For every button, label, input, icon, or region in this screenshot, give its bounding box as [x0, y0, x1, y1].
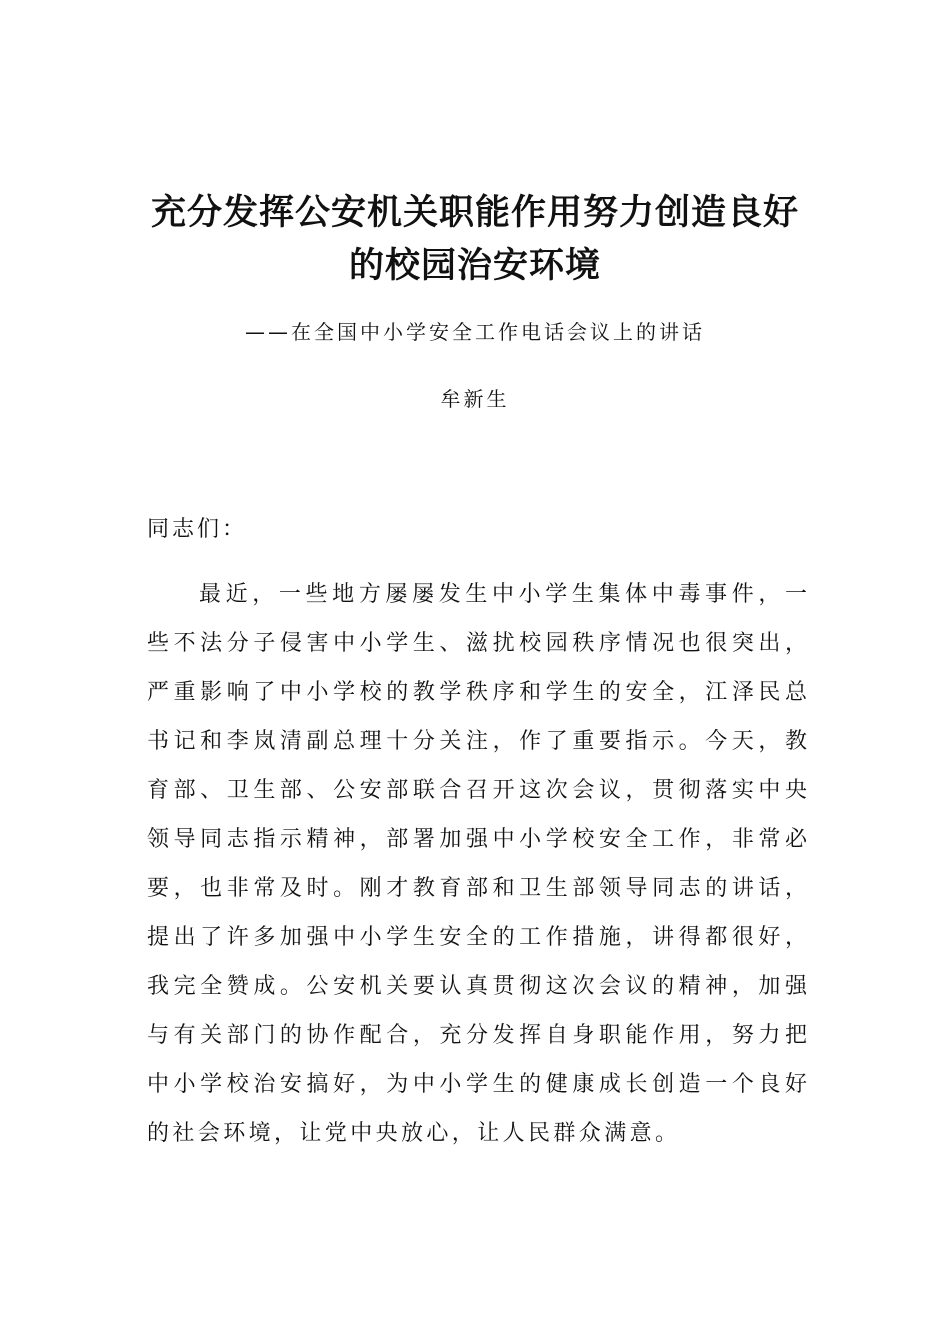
body-line: 严重影响了中小学校的教学秩序和学生的安全，江泽民总 — [147, 680, 807, 705]
body-line: 领导同志指示精神，部署加强中小学校安全工作，非常必 — [147, 827, 807, 852]
body-line: 的社会环境，让党中央放心，让人民群众满意。 — [147, 1121, 681, 1146]
body-line: 中小学校治安搞好，为中小学生的健康成长创造一个良好 — [147, 1072, 807, 1097]
salutation: 同志们： — [147, 517, 248, 542]
body-line: 提出了许多加强中小学生安全的工作措施，讲得都很好， — [147, 925, 807, 950]
document-subtitle: ——在全国中小学安全工作电话会议上的讲话 — [245, 320, 705, 344]
document-author: 牟新生 — [440, 387, 510, 411]
body-line: 要，也非常及时。刚才教育部和卫生部领导同志的讲话， — [147, 876, 807, 901]
body-line: 最近，一些地方屡屡发生中小学生集体中毒事件，一 — [199, 582, 807, 607]
document-title-line-2: 的校园治安环境 — [348, 245, 601, 286]
body-line: 我完全赞成。公安机关要认真贯彻这次会议的精神，加强 — [147, 974, 807, 999]
body-line: 书记和李岚清副总理十分关注，作了重要指示。今天，教 — [147, 729, 807, 754]
body-line: 育部、卫生部、公安部联合召开这次会议，贯彻落实中央 — [147, 778, 807, 803]
body-line: 些不法分子侵害中小学生、滋扰校园秩序情况也很突出， — [147, 631, 807, 656]
document-title-line-1: 充分发挥公安机关职能作用努力创造良好 — [150, 192, 799, 233]
body-line: 与有关部门的协作配合，充分发挥自身职能作用，努力把 — [147, 1023, 807, 1048]
